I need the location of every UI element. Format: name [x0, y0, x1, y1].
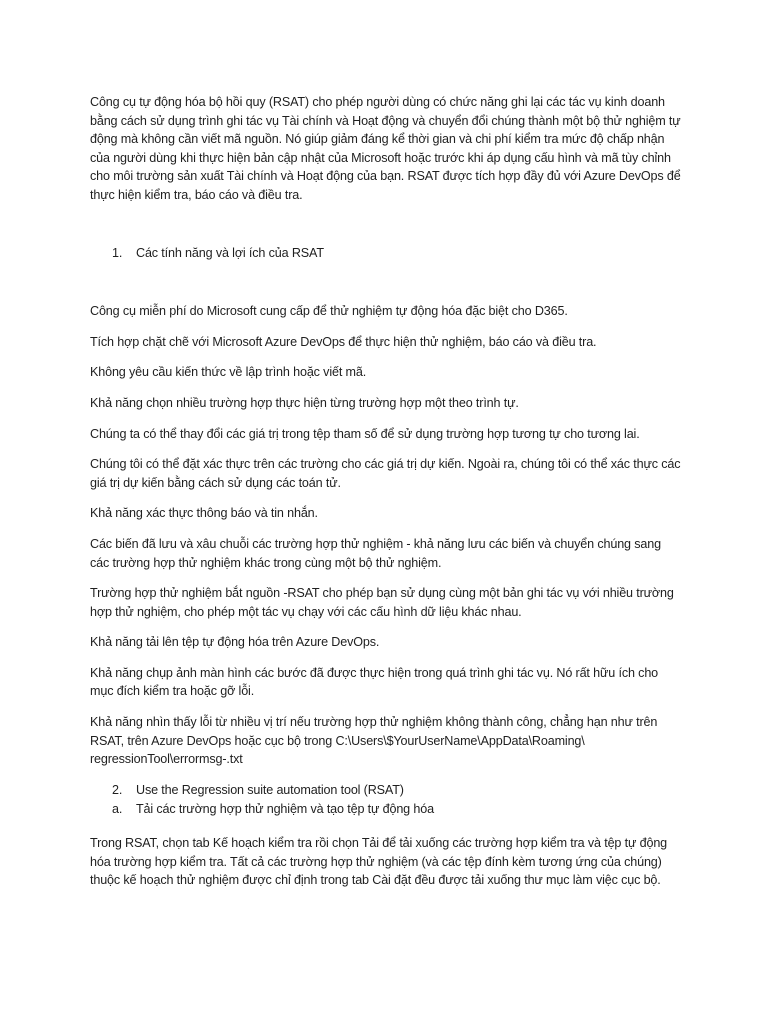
list-marker: 2. — [112, 782, 123, 797]
feature-paragraph: Công cụ miễn phí do Microsoft cung cấp để thử nghiệm tự động hóa đặc biệt cho D365. — [90, 304, 568, 319]
feature-paragraph: Khả năng chụp ảnh màn hình các bước đã được thực hiện trong quá trình ghi tác vụ. Nó rất hữu ích cho mục đích kiểm tra hoặc gỡ lỗi. — [90, 665, 659, 699]
section-title: Các tính năng và lợi ích của RSAT — [136, 245, 324, 260]
section-title: Use the Regression suite automation tool (RSAT) — [136, 782, 404, 797]
feature-paragraph: Không yêu cầu kiến thức về lập trình hoặc viết mã. — [90, 365, 367, 380]
feature-paragraph: Chúng ta có thể thay đổi các giá trị trong tệp tham số để sử dụng trường hợp tương tự cho tương lai. — [90, 426, 640, 441]
closing-paragraph: Trong RSAT, chọn tab Kế hoạch kiểm tra rồi chọn Tải để tải xuống các trường hợp kiểm tra và tệp tự động hóa trường hợp kiểm tra. Tất cả các trường hợp thử nghiệm (và các tệp đính kèm tương ứng của chúng) thuộc kế hoạch thử nghiệm được chỉ định trong tab Cài đặt đều được tải xuống thư mục làm việc cục bộ. — [90, 836, 668, 888]
feature-paragraph: Khả năng xác thực thông báo và tin nhắn. — [90, 506, 318, 521]
section-heading-features — [90, 244, 682, 263]
subsection-heading — [90, 800, 682, 819]
document-body — [90, 93, 682, 902]
intro-paragraph: Công cụ tự động hóa bộ hồi quy (RSAT) cho phép người dùng có chức năng ghi lại các tác vụ kinh doanh bằng cách sử dụng trình ghi tác vụ Tài chính và Hoạt động và chuyển đổi chúng thành một bộ thử nghiệm tự động mà không cần viết mã nguồn. Nó giúp giảm đáng kể thời gian và chi phí kiểm tra mức độ chấp nhận của người dùng khi thực hiện bản cập nhật của Microsoft hoặc trước khi áp dụng cấu hình và mã tùy chỉnh cho môi trường sản xuất Tài chính và Hoạt động của bạn. RSAT được tích hợp đầy đủ với Azure DevOps để thực hiện kiểm tra, báo cáo và điều tra. — [90, 95, 681, 202]
feature-paragraph: Các biến đã lưu và xâu chuỗi các trường hợp thử nghiệm - khả năng lưu các biến và chuyển chúng sang các trường hợp thử nghiệm khác trong cùng một bộ thử nghiệm. — [90, 536, 661, 570]
section-heading-usage — [90, 781, 682, 800]
list-marker: 1. — [112, 245, 123, 260]
feature-paragraph: Khả năng tải lên tệp tự động hóa trên Azure DevOps. — [90, 635, 380, 650]
subsection-title: Tải các trường hợp thử nghiệm và tạo tệp tự động hóa — [136, 802, 434, 817]
feature-paragraph: Tích hợp chặt chẽ với Microsoft Azure DevOps để thực hiện thử nghiệm, báo cáo và điều tra. — [90, 334, 597, 349]
feature-paragraph: Trường hợp thử nghiệm bắt nguồn -RSAT cho phép bạn sử dụng cùng một bản ghi tác vụ với nhiều trường hợp thử nghiệm, cho phép một tác vụ chạy với các cấu hình dữ liệu khác nhau. — [90, 586, 674, 619]
list-marker: a. — [112, 802, 123, 817]
feature-paragraph: Khả năng nhìn thấy lỗi từ nhiều vị trí nếu trường hợp thử nghiệm không thành công, chẳng hạn như trên RSAT, trên Azure DevOps hoặc cục bộ trong C:\Users\$YourUserName\AppData\Roaming\ regressionTool\errormsg-.txt — [90, 715, 658, 767]
feature-paragraph: Chúng tôi có thể đặt xác thực trên các trường cho các giá trị dự kiến. Ngoài ra, chúng tôi có thể xác thực các giá trị dự kiến bằng cách sử dụng các toán tử. — [90, 457, 681, 490]
feature-paragraph: Khả năng chọn nhiều trường hợp thực hiện từng trường hợp một theo trình tự. — [90, 395, 519, 410]
